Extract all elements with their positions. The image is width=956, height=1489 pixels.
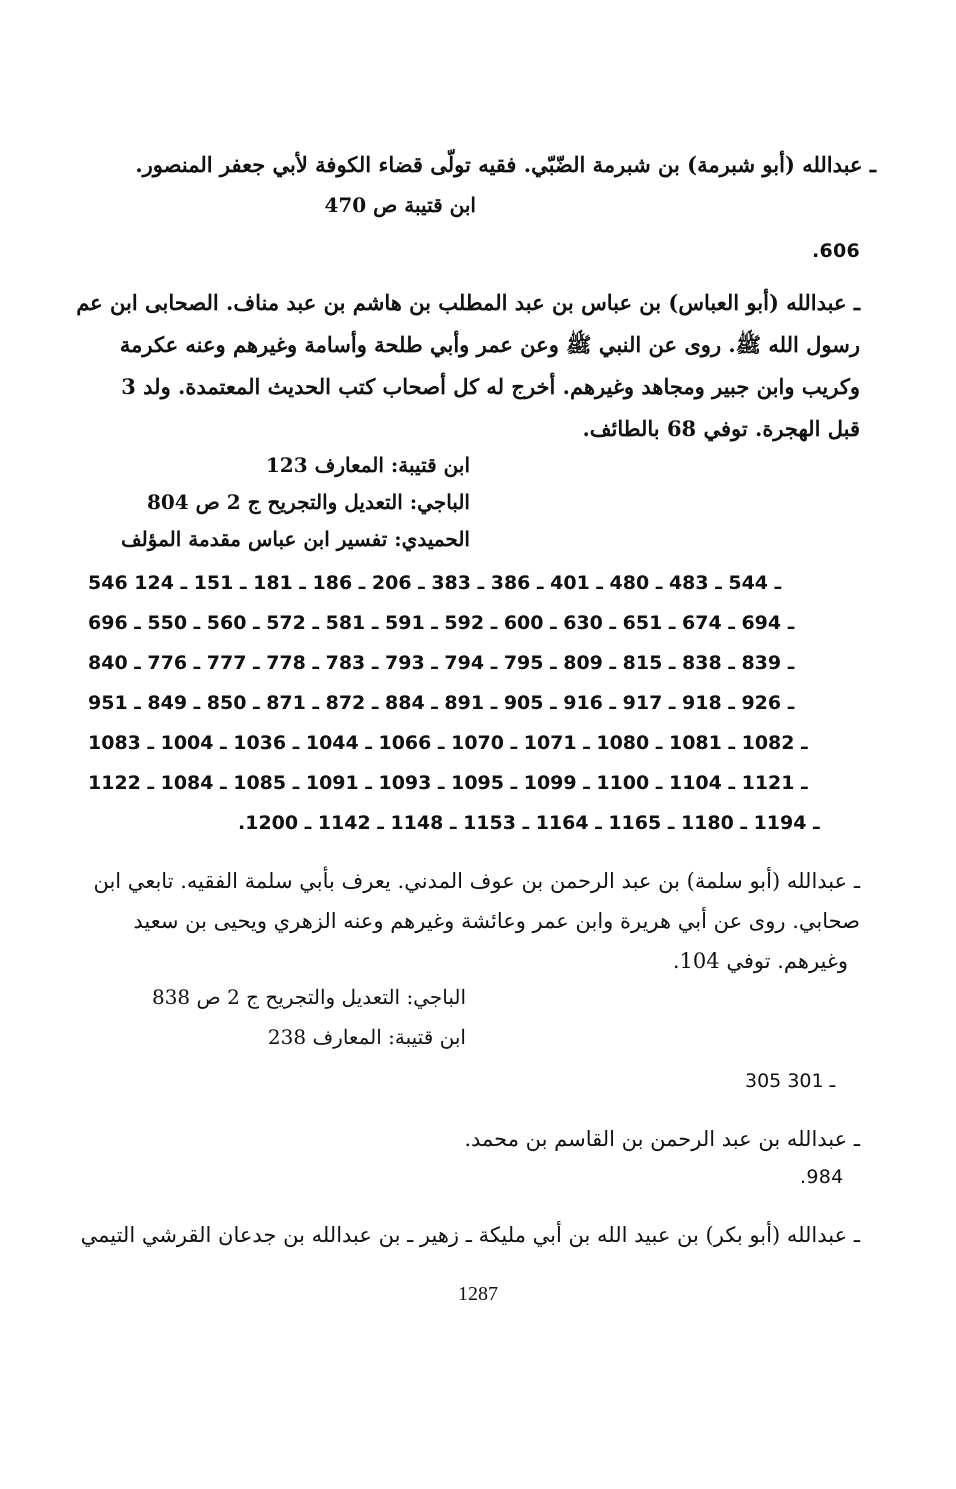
- page-references-row: 951 ـ 926 ـ 918 ـ 917 ـ 916 ـ 905 ـ 891 ـ 884 ـ 872 ـ 871 ـ 850 ـ 849 ـ: [88, 692, 795, 714]
- entry-text: وكريب وابن جبير ومجاهد وغيرهم. أخرج له كل أصحاب كتب الحديث المعتمدة. ولد 3: [121, 374, 860, 399]
- source-reference: الحميدي: تفسير ابن عباس مقدمة المؤلف: [120, 527, 470, 551]
- entry-heading: ـ عبدالله (أبو العباس) بن عباس بن عبد المطلب بن هاشم بن عبد مناف. الصحابى ابن عم: [76, 290, 860, 315]
- source-reference: الباجي: التعديل والتجريح ج 2 ص 838: [151, 985, 466, 1009]
- entry-text: قبل الهجرة. توفي 68 بالطائف.: [582, 416, 860, 441]
- entry-heading: ـ عبدالله (أبو بكر) بن عبيد الله بن أبي مليكة ـ زهير ـ بن عبدالله بن جدعان القرشي التيمي: [80, 1223, 860, 1247]
- source-reference: ابن قتيبة: المعارف 238: [267, 1025, 466, 1049]
- page-references: 305 ـ 301: [745, 1070, 836, 1092]
- page-references: .606: [812, 240, 861, 262]
- page-number: 1287: [458, 1283, 498, 1305]
- page-references: .984: [800, 1166, 844, 1188]
- entry-heading: ـ عبدالله (أبو سلمة) بن عبد الرحمن بن عوف المدني. يعرف بأبي سلمة الفقيه. تابعي ابن: [93, 869, 860, 893]
- source-reference: الباجي: التعديل والتجريح ج 2 ص 804: [146, 490, 470, 514]
- entry-heading: ـ عبدالله (أبو شبرمة) بن شبرمة الضّبّي. فقيه تولّى قضاء الكوفة لأبي جعفر المنصور.: [135, 152, 876, 177]
- page-references-row: 840 ـ 839 ـ 838 ـ 815 ـ 809 ـ 795 ـ 794 ـ 793 ـ 783 ـ 778 ـ 777 ـ 776 ـ: [88, 652, 795, 674]
- entry-text: رسول الله ﷺ. روى عن النبي ﷺ وعن عمر وأبي طلحة وأسامة وغيرهم وعنه عكرمة: [119, 332, 860, 357]
- page-references-row: 696 ـ 694 ـ 674 ـ 651 ـ 630 ـ 600 ـ 592 ـ 591 ـ 581 ـ 572 ـ 560 ـ 550 ـ: [88, 612, 795, 634]
- entry-heading: ـ عبدالله بن عبد الرحمن بن القاسم بن محمد.: [464, 1127, 860, 1151]
- source-reference: ابن قتيبة ص 470: [324, 193, 476, 217]
- page-references-row: 546 ـ 544 ـ 483 ـ 480 ـ 401 ـ 386 ـ 383 ـ 206 ـ 186 ـ 181 ـ 151 ـ 124: [88, 572, 782, 594]
- page-references-row: 1083 ـ 1082 ـ 1081 ـ 1080 ـ 1071 ـ 1070 ـ 1066 ـ 1044 ـ 1036 ـ 1004 ـ: [88, 732, 808, 754]
- entry-text: صحابي. روى عن أبي هريرة وابن عمر وعائشة وغيرهم وعنه الزهري ويحيى بن سعيد: [133, 909, 860, 933]
- page-references-row: 1122 ـ 1121 ـ 1104 ـ 1100 ـ 1099 ـ 1095 ـ 1093 ـ 1091 ـ 1085 ـ 1084 ـ: [88, 772, 808, 794]
- page-references-row: .1200 ـ 1194 ـ 1180 ـ 1165 ـ 1164 ـ 1153 ـ 1148 ـ 1142 ـ: [238, 812, 820, 834]
- source-reference: ابن قتيبة: المعارف 123: [265, 453, 470, 477]
- entry-text: وغيرهم. توفي 104.: [672, 949, 848, 973]
